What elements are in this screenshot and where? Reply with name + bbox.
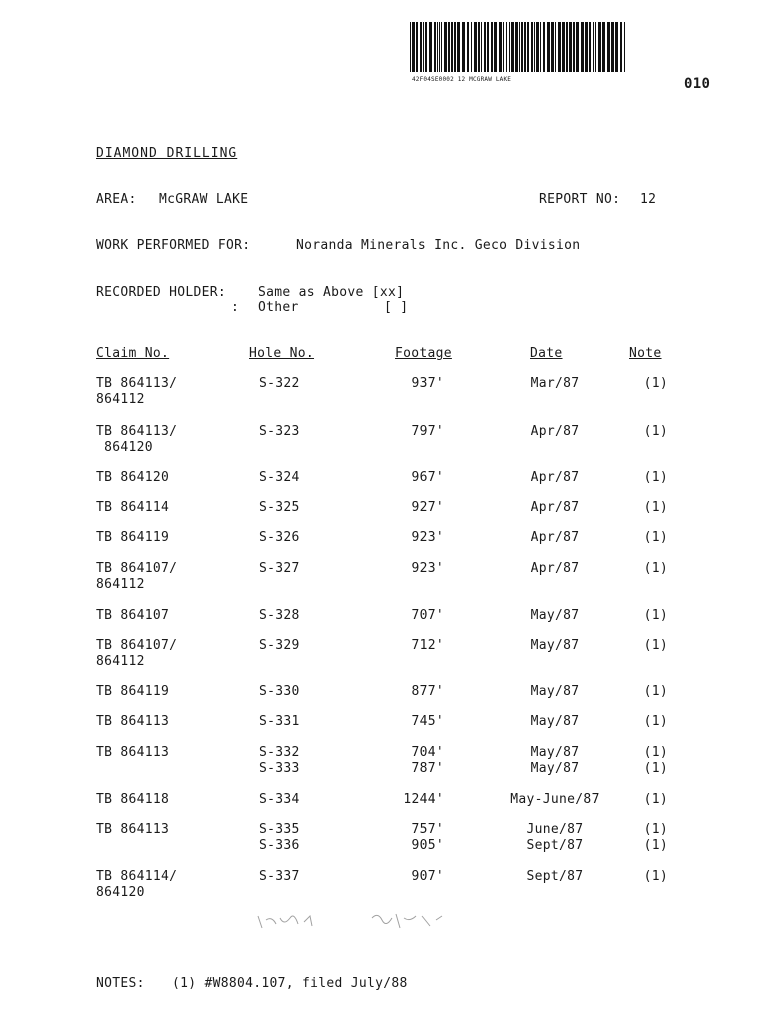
hole-cell: S-337 <box>259 869 300 884</box>
table-row <box>0 376 770 410</box>
document-title: DIAMOND DRILLING <box>96 146 238 161</box>
note-cell: (1) <box>643 608 668 623</box>
notes-label: NOTES: <box>96 976 145 991</box>
claim-cell: TB 864119 <box>96 684 170 699</box>
footage-cell: 937' <box>411 376 444 391</box>
note-cell: (1) <box>643 500 668 515</box>
date-cell: May/87 <box>530 608 580 623</box>
date-cell: Apr/87 <box>530 500 580 515</box>
footage-cell: 797' <box>411 424 444 439</box>
note-cell: (1) <box>643 376 668 391</box>
claim-cell: TB 864107/ 864112 <box>96 638 178 669</box>
claim-cell: TB 864113 <box>96 822 170 837</box>
hole-cell: S-324 <box>259 470 300 485</box>
date-cell: June/87 Sept/87 <box>526 822 584 853</box>
hole-cell: S-331 <box>259 714 300 729</box>
table-row <box>0 714 770 748</box>
date-cell: Apr/87 <box>530 470 580 485</box>
scan-smudge <box>240 906 480 932</box>
claim-cell: TB 864107 <box>96 608 170 623</box>
footage-cell: 745' <box>411 714 444 729</box>
area-value: McGRAW LAKE <box>159 192 249 207</box>
table-row <box>0 684 770 718</box>
note-cell: (1) <box>643 684 668 699</box>
holder-option-other: Other <box>258 300 299 315</box>
claim-cell: TB 864113 <box>96 745 170 760</box>
barcode-caption: 42F04SE0002 12 MCGRAW LAKE <box>412 76 512 83</box>
note-cell: (1) <box>643 869 668 884</box>
claim-cell: TB 864120 <box>96 470 170 485</box>
hole-cell: S-327 <box>259 561 300 576</box>
holder-label: RECORDED HOLDER: <box>96 285 227 300</box>
holder-option-other-box: [ ] <box>384 300 409 315</box>
claim-cell: TB 864113 <box>96 714 170 729</box>
table-row <box>0 424 770 458</box>
hole-cell: S-322 <box>259 376 300 391</box>
hole-cell: S-323 <box>259 424 300 439</box>
date-cell: May-June/87 <box>510 792 600 807</box>
hole-cell: S-326 <box>259 530 300 545</box>
note-cell: (1) <box>643 792 668 807</box>
report-value: 12 <box>640 192 657 207</box>
claim-cell: TB 864118 <box>96 792 170 807</box>
table-row <box>0 745 770 779</box>
claim-cell: TB 864107/ 864112 <box>96 561 178 592</box>
footage-cell: 877' <box>411 684 444 699</box>
footage-cell: 757' 905' <box>411 822 444 853</box>
date-cell: Apr/87 <box>530 530 580 545</box>
claim-cell: TB 864113/ 864120 <box>96 424 178 455</box>
date-cell: May/87 May/87 <box>530 745 580 776</box>
col-header-footage: Footage <box>395 346 452 361</box>
note-cell: (1) <box>643 638 668 653</box>
claim-cell: TB 864113/ 864112 <box>96 376 178 407</box>
barcode <box>410 22 628 72</box>
area-label: AREA: <box>96 192 137 207</box>
note-cell: (1) <box>643 424 668 439</box>
notes-text: (1) #W8804.107, filed July/88 <box>172 976 408 991</box>
date-cell: Sept/87 <box>526 869 584 884</box>
claim-cell: TB 864119 <box>96 530 170 545</box>
work-label: WORK PERFORMED FOR: <box>96 238 251 253</box>
table-row <box>0 792 770 826</box>
date-cell: May/87 <box>530 714 580 729</box>
hole-cell: S-329 <box>259 638 300 653</box>
table-row <box>0 869 770 903</box>
footage-cell: 907' <box>411 869 444 884</box>
footage-cell: 923' <box>411 530 444 545</box>
col-header-hole: Hole No. <box>249 346 315 361</box>
note-cell: (1) <box>643 470 668 485</box>
table-row <box>0 530 770 564</box>
note-cell: (1) <box>643 561 668 576</box>
hole-cell: S-334 <box>259 792 300 807</box>
date-cell: Apr/87 <box>530 561 580 576</box>
note-cell: (1) (1) <box>643 822 668 853</box>
footage-cell: 923' <box>411 561 444 576</box>
note-cell: (1) <box>643 530 668 545</box>
date-cell: May/87 <box>530 638 580 653</box>
footage-cell: 704' 787' <box>411 745 444 776</box>
col-header-note: Note <box>629 346 662 361</box>
hole-cell: S-335 S-336 <box>259 822 300 853</box>
holder-separator: : <box>231 300 240 315</box>
claim-cell: TB 864114 <box>96 500 170 515</box>
holder-option-same: Same as Above [xx] <box>258 285 405 300</box>
table-row <box>0 500 770 534</box>
note-cell: (1) <box>643 714 668 729</box>
work-value: Noranda Minerals Inc. Geco Division <box>296 238 581 253</box>
footage-cell: 707' <box>411 608 444 623</box>
claim-cell: TB 864114/ 864120 <box>96 869 178 900</box>
table-row <box>0 638 770 672</box>
hole-cell: S-328 <box>259 608 300 623</box>
table-row <box>0 608 770 642</box>
footage-cell: 712' <box>411 638 444 653</box>
table-row <box>0 470 770 504</box>
table-row <box>0 822 770 856</box>
note-cell: (1) (1) <box>643 745 668 776</box>
report-label: REPORT NO: <box>539 192 621 207</box>
col-header-claim: Claim No. <box>96 346 170 361</box>
footage-cell: 967' <box>411 470 444 485</box>
date-cell: Mar/87 <box>530 376 580 391</box>
footage-cell: 927' <box>411 500 444 515</box>
col-header-date: Date <box>530 346 563 361</box>
table-row <box>0 561 770 595</box>
hole-cell: S-325 <box>259 500 300 515</box>
date-cell: May/87 <box>530 684 580 699</box>
footage-cell: 1244' <box>403 792 444 807</box>
page-number: 010 <box>684 76 711 92</box>
hole-cell: S-330 <box>259 684 300 699</box>
hole-cell: S-332 S-333 <box>259 745 300 776</box>
date-cell: Apr/87 <box>530 424 580 439</box>
